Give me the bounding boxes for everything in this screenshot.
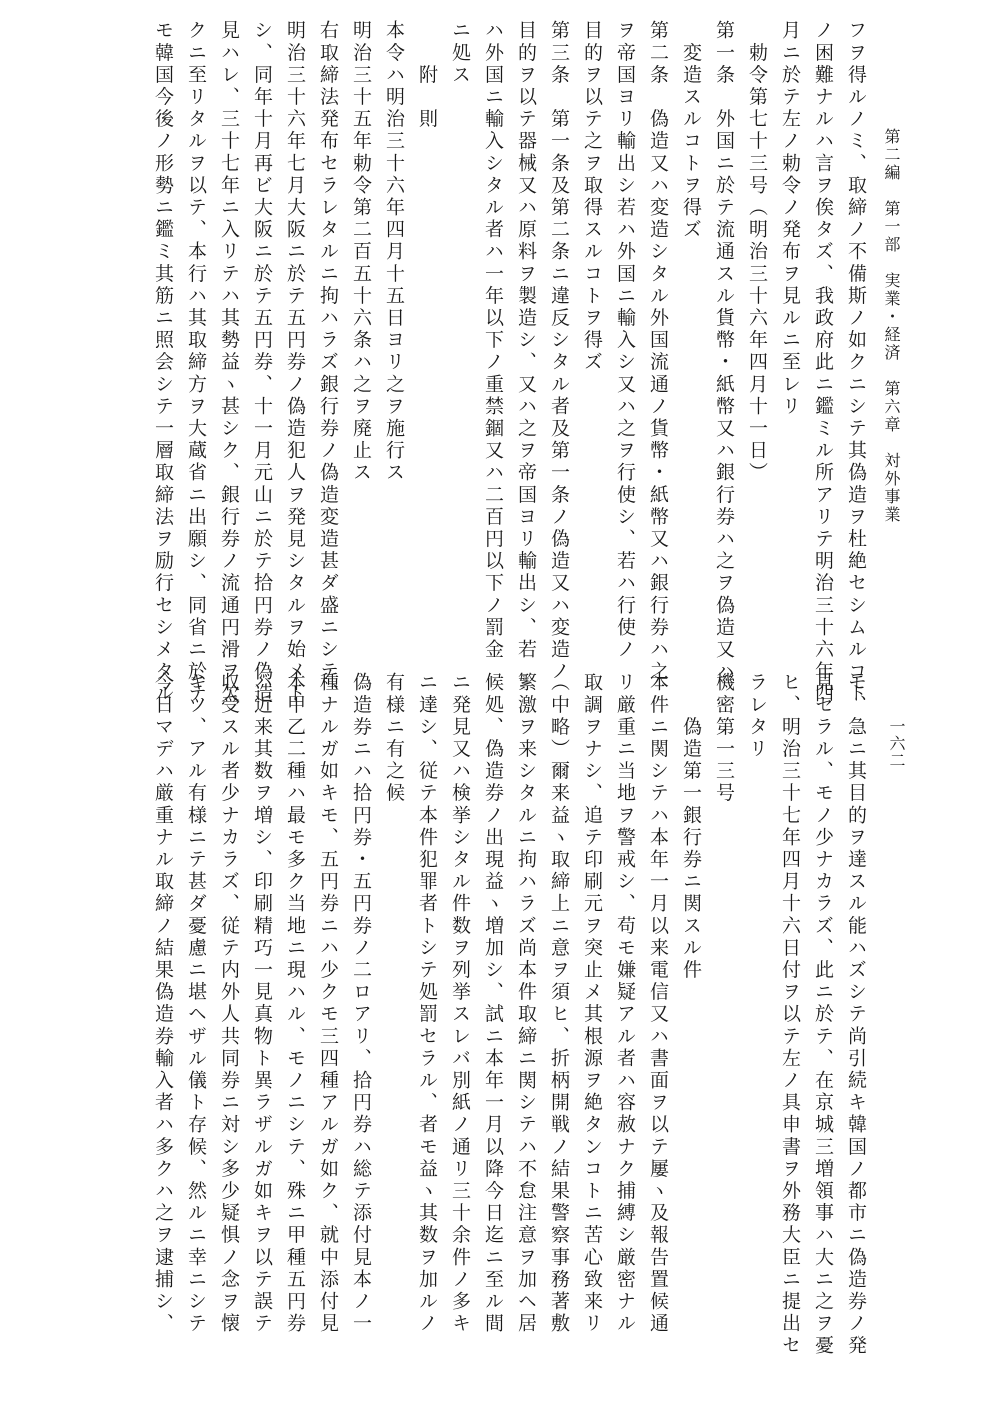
text-line: 有様ニ有之候 — [383, 672, 405, 805]
text-line: 目的ヲ以テ器械又ハ原料ヲ製造シ、又ハ之ヲ帝国ヨリ輸出シ、若 — [515, 20, 537, 661]
text-line: ヒ、明治三十七年四月十六日付ヲ以テ左ノ具申書ヲ外務大臣ニ提出セ — [779, 672, 801, 1358]
text-line: 変造スルコトヲ得ズ — [680, 20, 702, 241]
text-line: 第一条 外国ニ於テ流通スル貨幣・紙幣又ハ銀行券ハ之ヲ偽造又ハ — [713, 20, 735, 683]
text-line: モ、急ニ其目的ヲ達スル能ハズシテ尚引続キ韓国ノ都市ニ偽造券ノ発 — [845, 672, 867, 1358]
text-line: 見ハレ、三十七年ニ入リテハ其勢益ヽ甚シク、銀行券ノ流通円滑ヲ欠 — [218, 20, 240, 706]
running-header: 第二編 第一部 実業・経済 第六章 対外事業 — [882, 128, 901, 524]
text-line: ニ発見又ハ検挙シタル件数ヲ列挙スレバ別紙ノ通リ三十余件ノ多キ — [449, 672, 471, 1335]
text-line: シ、同年十月再ビ大阪ニ於テ五円券、十一月元山ニ於テ拾円券ノ偽造 — [251, 20, 273, 706]
text-line: 取調ヲナシ、追テ印刷元ヲ突止メ其根源ヲ絶タンコトニ苦心致来リ — [581, 672, 603, 1335]
text-line: 今日マデハ厳重ナル取締ノ結果偽造券輸入者ハ多クハ之ヲ逮捕シ、 — [152, 672, 174, 1335]
text-line: 第三条 第一条及第二条ニ違反シタル者及第一条ノ偽造又ハ変造ノ — [548, 20, 570, 683]
text-line: 繁激ヲ来シタルニ拘ハラズ尚本件取締ニ関シテハ不怠注意ヲ加ヘ居 — [515, 672, 537, 1335]
text-line: 機密第一三号 — [713, 672, 735, 805]
text-line: ノ困難ナルハ言ヲ俟タズ、我政府此ニ鑑ミル所アリテ明治三十六年四 — [812, 20, 834, 706]
text-line: 見セラル、モノ少ナカラズ、此ニ於テ、在京城三増領事ハ大ニ之ヲ憂 — [812, 672, 834, 1358]
text-line: ハ近来其数ヲ増シ、印刷精巧一見真物ト異ラザルガ如キヲ以テ誤テ — [251, 672, 273, 1335]
text-line: 第二条 偽造又ハ変造シタル外国流通ノ貨幣・紙幣又ハ銀行券ハ之 — [647, 20, 669, 683]
text-line: 目的ヲ以テ之ヲ取得スルコトヲ得ズ — [581, 20, 603, 374]
text-line: クニ至リタルヲ以テ、本行ハ其取締方ヲ大蔵省ニ出願シ、同省ニ於テ — [185, 20, 207, 706]
text-line: 偽造券ニハ拾円券・五円券ノ二ロアリ、拾円券ハ総テ添付見本ノ一 — [350, 672, 372, 1335]
page-number: 一六二 — [887, 718, 906, 769]
text-line: 本件ニ関シテハ本年一月以来電信又ハ書面ヲ以テ屢ヽ及報告置候通 — [647, 672, 669, 1335]
text-line: 明治三十六年七月大阪ニ於テ五円券ノ偽造犯人ヲ発見シタルヲ始メト — [284, 20, 306, 706]
text-line: 附 則 — [416, 20, 438, 131]
text-line: リ厳重ニ当地ヲ警戒シ、苟モ嫌疑アル者ハ容赦ナク捕縛シ厳密ナル — [614, 672, 636, 1335]
text-line: 月ニ於テ左ノ勅令ノ発布ヲ見ルニ至レリ — [779, 20, 801, 418]
text-line: キツ、アル有様ニテ甚ダ憂慮ニ堪ヘザル儀ト存候、然ルニ幸ニシテ — [185, 672, 207, 1335]
text-line: ニ達シ、従テ本件犯罪者トシテ処罰セラル、者モ益ヽ其数ヲ加ルノ — [416, 672, 438, 1335]
text-line: ハ外国ニ輸入シタル者ハ一年以下ノ重禁錮又ハ二百円以下ノ罰金 — [482, 20, 504, 661]
text-line: 偽造第一銀行券ニ関スル件 — [680, 672, 702, 982]
text-line: 本甲乙二種ハ最モ多ク当地ニ現ハル、モノニシテ、殊ニ甲種五円券 — [284, 672, 306, 1335]
text-line: 勅令第七十三号（明治三十六年四月十一日） — [746, 20, 768, 485]
text-line: 明治三十五年勅令第二百五十六条ハ之ヲ廃止ス — [350, 20, 372, 485]
text-line: ラレタリ — [746, 672, 768, 761]
text-line: 候処、偽造券ノ出現益ヽ増加シ、試ニ本年一月以降今日迄ニ至ル間 — [482, 672, 504, 1335]
text-line: モ韓国今後ノ形勢ニ鑑ミ其筋ニ照会シテ一層取締法ヲ励行セシメタル — [152, 20, 174, 706]
text-line: 収受スル者少ナカラズ、従テ内外人共同券ニ対シ多少疑惧ノ念ヲ懐 — [218, 672, 240, 1335]
text-line: ニ処ス — [449, 20, 471, 87]
text-line: （中略）爾来益ヽ取締上ニ意ヲ須ヒ、折柄開戦ノ結果警察事務著敷 — [548, 672, 570, 1335]
text-line: フヲ得ルノミ、取締ノ不備斯ノ如クニシテ其偽造ヲ杜絶セシムルコト — [845, 20, 867, 706]
text-line: 右取締法発布セラレタルニ拘ハラズ銀行券ノ偽造変造甚ダ盛ニシテ、 — [317, 20, 339, 706]
text-line: 本令ハ明治三十六年四月十五日ヨリ之ヲ施行ス — [383, 20, 405, 485]
text-line: 種ナルガ如キモ、五円券ニハ少クモ三四種アルガ如ク、就中添付見 — [317, 672, 339, 1335]
text-line: ヲ帝国ヨリ輸出シ若ハ外国ニ輸入シ又ハ之ヲ行使シ、若ハ行使ノ — [614, 20, 636, 661]
